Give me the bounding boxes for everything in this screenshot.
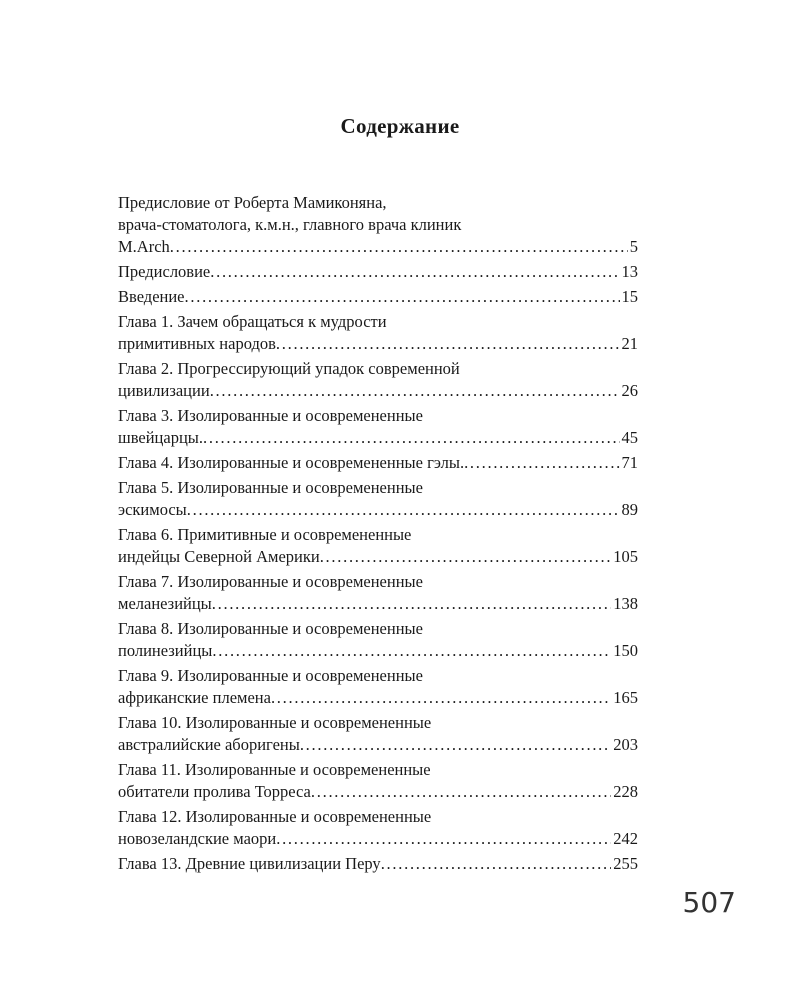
- toc-entry-title-line: Глава 5. Изолированные и осовремененные: [118, 478, 423, 497]
- toc-entry-last-line: [118, 546, 638, 568]
- toc-entry-page-number: 21: [621, 334, 638, 353]
- toc-entry: [118, 311, 638, 355]
- toc-entry-page-number: 165: [613, 688, 638, 707]
- toc-entry-title-line: Глава 9. Изолированные и осовремененные: [118, 666, 423, 685]
- toc-entry-title-line: Глава 2. Прогрессирующий упадок современной: [118, 359, 460, 378]
- dot-leader: [212, 640, 611, 662]
- toc-entry-title-line: Предисловие: [118, 262, 211, 281]
- toc-entry-page-number: 45: [621, 428, 638, 447]
- dot-leader: [464, 452, 619, 474]
- toc-entry-last-line: [118, 853, 638, 875]
- toc-entry: [118, 571, 638, 615]
- toc-entry: [118, 524, 638, 568]
- toc-entry-last-line: [118, 236, 638, 258]
- toc-entry-page-number: 5: [629, 237, 638, 256]
- toc-entry-last-line: [118, 640, 638, 662]
- toc-entry-last-line: [118, 380, 638, 402]
- toc-entry: [118, 261, 638, 283]
- dot-leader: [320, 546, 612, 568]
- toc-entry-last-line: [118, 828, 638, 850]
- dot-leader: [185, 286, 620, 308]
- dot-leader: [210, 261, 619, 283]
- toc-entry-last-line: [118, 261, 638, 283]
- dot-leader: [203, 427, 620, 449]
- toc-entry: [118, 618, 638, 662]
- toc-entry-page-number: 71: [621, 453, 638, 472]
- toc-entry: [118, 665, 638, 709]
- toc-entry-last-line: [118, 734, 638, 756]
- toc-entry-title-line: Глава 10. Изолированные и осовремененные: [118, 713, 432, 732]
- toc-entry-last-line: [118, 286, 638, 308]
- toc-entry-page-number: 228: [613, 782, 638, 801]
- toc-entry-title-line: M.Arch: [118, 237, 170, 256]
- toc-entry-title-line: Глава 6. Примитивные и осовремененные: [118, 525, 412, 544]
- toc-entry-page-number: 138: [613, 594, 638, 613]
- toc-entry: [118, 452, 638, 474]
- toc-entry-title-line: африканские племена: [118, 688, 271, 707]
- toc-entry-page-number: 15: [621, 287, 638, 306]
- toc-entry: [118, 286, 638, 308]
- page-title: Содержание: [340, 114, 460, 138]
- dot-leader: [276, 828, 611, 850]
- toc-entry-title-line: врача-стоматолога, к.м.н., главного врача клиник: [118, 215, 462, 234]
- toc-entry-page-number: 255: [613, 854, 638, 873]
- toc-entry: [118, 477, 638, 521]
- toc-entry-last-line: [118, 499, 638, 521]
- dot-leader: [271, 687, 611, 709]
- toc-entry: [118, 405, 638, 449]
- toc-entry-last-line: [118, 427, 638, 449]
- toc-entry: [118, 358, 638, 402]
- toc-entry-page-number: 89: [621, 500, 638, 519]
- toc-entry-last-line: [118, 687, 638, 709]
- toc-entry-title-line: Глава 3. Изолированные и осовремененные: [118, 406, 423, 425]
- toc-entry-page-number: 105: [613, 547, 638, 566]
- toc-entry-title-line: Глава 1. Зачем обращаться к мудрости: [118, 312, 387, 331]
- toc-entry-title-line: Глава 13. Древние цивилизации Перу: [118, 854, 381, 873]
- dot-leader: [187, 499, 620, 521]
- toc-entry: [118, 853, 638, 875]
- table-of-contents: [118, 192, 638, 878]
- toc-entry-title-line: Введение: [118, 287, 185, 306]
- toc-entry: [118, 712, 638, 756]
- toc-entry-last-line: [118, 593, 638, 615]
- toc-entry-page-number: 150: [613, 641, 638, 660]
- toc-entry: [118, 806, 638, 850]
- toc-entry-title-line: Предисловие от Роберта Мамиконяна,: [118, 193, 387, 212]
- toc-entry-title-line: Глава 11. Изолированные и осовремененные: [118, 760, 431, 779]
- toc-entry: [118, 192, 638, 258]
- toc-entry-title-line: Глава 8. Изолированные и осовремененные: [118, 619, 423, 638]
- toc-entry-last-line: [118, 781, 638, 803]
- toc-entry-title-line: меланезийцы: [118, 594, 212, 613]
- toc-entry-title-line: австралийские аборигены: [118, 735, 300, 754]
- dot-leader: [276, 333, 620, 355]
- toc-entry-page-number: 203: [613, 735, 638, 754]
- toc-entry-title-line: цивилизации: [118, 381, 210, 400]
- page-number: 507: [682, 886, 736, 919]
- toc-entry-title-line: индейцы Северной Америки: [118, 547, 320, 566]
- toc-entry-page-number: 242: [613, 829, 638, 848]
- toc-entry-title-line: Глава 4. Изолированные и осовремененные гэлы.: [118, 453, 465, 472]
- toc-entry-title-line: полинезийцы: [118, 641, 213, 660]
- toc-entry-page-number: 26: [621, 381, 638, 400]
- toc-entry-last-line: [118, 452, 638, 474]
- dot-leader: [212, 593, 611, 615]
- dot-leader: [300, 734, 611, 756]
- dot-leader: [210, 380, 620, 402]
- toc-entry-title-line: швейцарцы.: [118, 428, 203, 447]
- dot-leader: [311, 781, 611, 803]
- toc-entry-last-line: [118, 333, 638, 355]
- dot-leader: [381, 853, 612, 875]
- toc-entry: [118, 759, 638, 803]
- toc-entry-title-line: примитивных народов: [118, 334, 276, 353]
- toc-entry-page-number: 13: [621, 262, 638, 281]
- toc-entry-title-line: новозеландские маори: [118, 829, 277, 848]
- toc-entry-title-line: обитатели пролива Торреса: [118, 782, 311, 801]
- toc-entry-title-line: Глава 7. Изолированные и осовремененные: [118, 572, 423, 591]
- toc-entry-title-line: Глава 12. Изолированные и осовремененные: [118, 807, 432, 826]
- dot-leader: [170, 236, 628, 258]
- toc-entry-title-line: эскимосы: [118, 500, 187, 519]
